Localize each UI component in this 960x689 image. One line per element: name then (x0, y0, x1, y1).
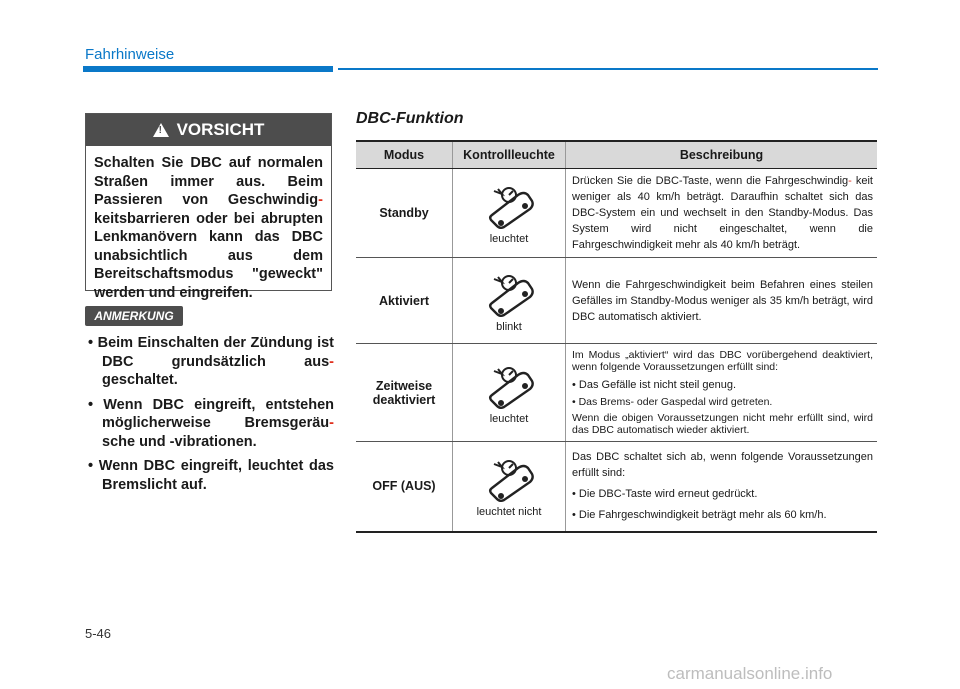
dbc-car-downhill-icon (478, 185, 540, 229)
table-row (356, 169, 877, 258)
dbc-table-header-row (356, 141, 877, 169)
caution-text-part-2: keitsbarrieren oder bei abrupten Lenkmanövern kann das DBC unabsichtlich aus dem Bereitschaftsmodus "geweckt" werden und eingreifen. (94, 210, 323, 301)
mode-cell: Standby (356, 169, 453, 258)
note-item-1-text-end: geschaltet. (102, 372, 178, 388)
page-number: 5-46 (85, 626, 112, 641)
desc-cell: Wenn die Fahrgeschwindigkeit beim Befahren eines steilen Gefälles im Standby-Modus weniger als 35 km/h beträgt, wird DBC automatisch aktiviert. (566, 258, 878, 344)
desc-hyphen: - (848, 175, 852, 187)
table-row (356, 442, 877, 532)
lamp-label: blinkt (496, 320, 522, 333)
desc-bullet: • Die Fahrgeschwindigkeit beträgt mehr als 60 km/h. (572, 509, 827, 522)
note-item-3 (88, 457, 334, 494)
lamp-cell (453, 344, 566, 442)
dbc-car-downhill-icon (478, 458, 540, 502)
desc-bullet: • Das Gefälle ist nicht steil genug. (572, 379, 737, 391)
mode-cell (356, 344, 453, 442)
desc-cell (566, 442, 878, 532)
notes-list (88, 334, 334, 500)
header-mode: Modus (356, 141, 453, 169)
dbc-table (356, 140, 877, 533)
desc-text: Drücken Sie die DBC-Taste, wenn die Fahrgeschwindig (572, 175, 849, 187)
mode-cell: Aktiviert (356, 258, 453, 344)
caution-title: VORSICHT (176, 120, 265, 139)
dbc-title: DBC-Funktion (356, 110, 464, 127)
header-lamp: Kontrollleuchte (453, 141, 566, 169)
lamp-label: leuchtet (489, 233, 529, 245)
watermark: carmanualsonline.info (667, 664, 833, 683)
caution-text (86, 146, 331, 302)
note-badge: ANMERKUNG (85, 306, 183, 326)
caution-hyphen: - (318, 192, 323, 208)
desc-bullet: • Die DBC-Taste wird erneut gedrückt. (572, 488, 758, 501)
note-item-1 (88, 334, 334, 390)
note-item-2-text-end: sche und -vibrationen. (102, 433, 257, 450)
lamp-label: leuchtet nicht (476, 506, 542, 519)
desc-cell (566, 169, 878, 258)
note-item-2-text: Wenn DBC eingreift, entstehen möglicherweise Bremsgeräu (102, 396, 335, 431)
lamp-cell (453, 258, 566, 344)
caution-box (85, 113, 332, 301)
desc-bullet: • Das Brems- oder Gaspedal wird getreten. (572, 396, 773, 408)
caution-text-part-1: Schalten Sie DBC auf normalen Straßen immer aus. Beim Passieren von Geschwindig (94, 155, 323, 208)
dbc-car-downhill-icon (478, 365, 540, 409)
desc-intro: Das DBC schaltet sich ab, wenn folgende Voraussetzungen erfüllt sind: (572, 451, 873, 480)
header-bar-thin (338, 68, 878, 70)
desc-intro: Im Modus „aktiviert“ wird das DBC vorübergehend deaktiviert, wenn folgende Voraussetzungen erfüllt sind: (572, 349, 873, 373)
dbc-car-downhill-icon (478, 273, 540, 317)
lamp-cell (453, 169, 566, 258)
lamp-label: leuchtet (489, 412, 529, 425)
table-row (356, 344, 877, 442)
desc-text-cont: keit weniger als 40 km/h beträgt. Daraufhin schaltet sich das DBC-System ein und wechselt in den Standby-Modus. Das System wird nicht eingeschaltet, wenn die Fahrgeschwindigkeit mehr als 40 km/h beträgt. (572, 175, 873, 251)
desc-outro: Wenn die obigen Voraussetzungen nicht mehr erfüllt sind, wird das DBC automatisch wieder aktiviert. (572, 412, 873, 436)
header-bar-thick (83, 66, 333, 72)
note-item-2-hyphen: - (329, 415, 334, 431)
desc-cell (566, 344, 878, 442)
lamp-cell (453, 442, 566, 532)
caution-header (86, 114, 331, 146)
section-title: Fahrhinweise (85, 46, 175, 63)
header-desc: Beschreibung (566, 141, 878, 169)
note-item-1-hyphen: - (329, 353, 334, 370)
note-item-3-text: Wenn DBC eingreift, leuchtet das Bremslicht auf. (98, 458, 334, 493)
table-row (356, 258, 877, 344)
mode-cell: OFF (AUS) (356, 442, 453, 532)
mode-text-line-2: deaktiviert (372, 392, 436, 407)
note-item-2 (88, 396, 334, 452)
mode-text-line-1: Zeitweise (375, 378, 433, 393)
note-item-1-text: Beim Einschalten der Zündung ist DBC grundsätzlich aus (97, 335, 334, 370)
warning-triangle-icon (153, 123, 169, 137)
